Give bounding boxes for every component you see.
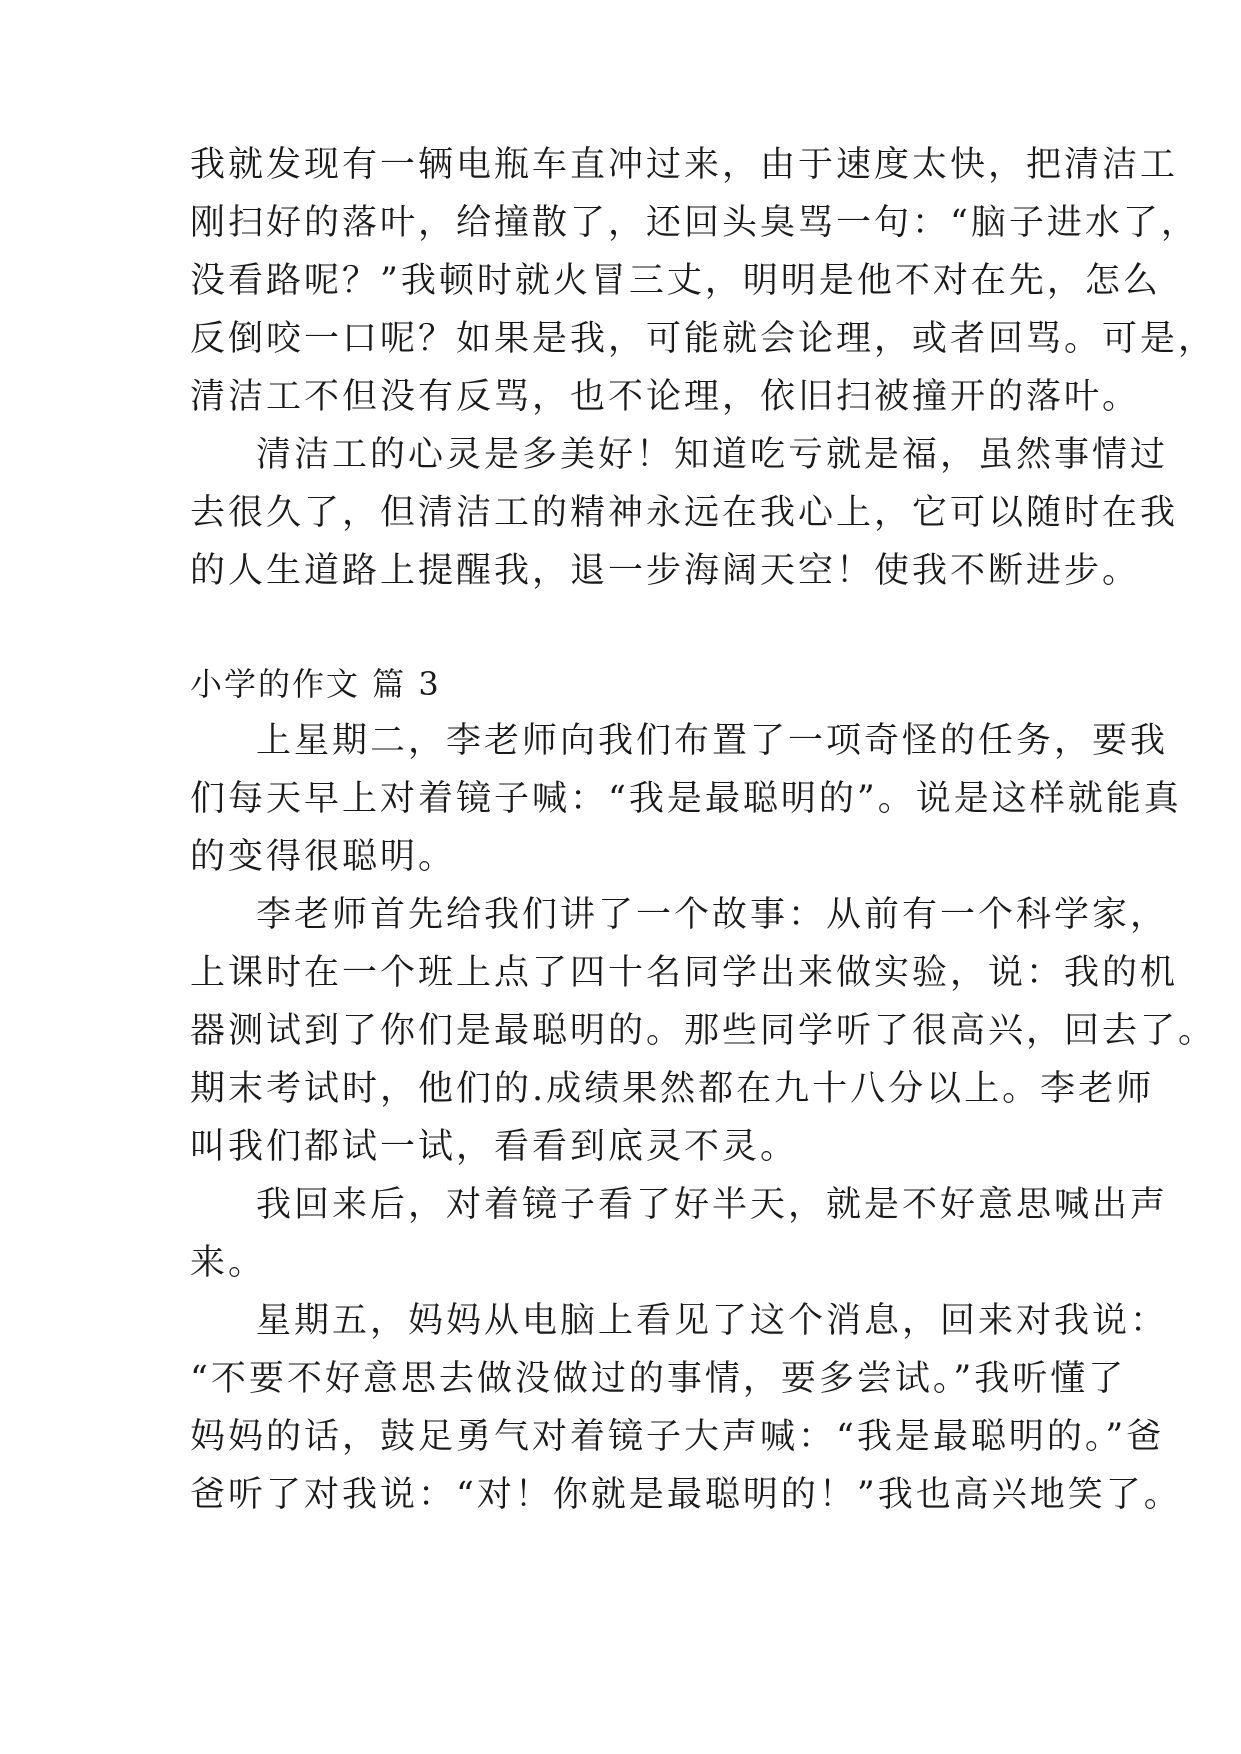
text-line: 没看路呢？”我顿时就火冒三丈，明明是他不对在先，怎么 [190, 261, 1161, 301]
text-line: 李老师首先给我们讲了一个故事：从前有一个科学家， [256, 895, 1169, 935]
text-line: 器测试到了你们是最聪明的。那些同学听了很高兴，回去了。 [190, 1011, 1217, 1051]
text-line: 清洁工的心灵是多美好！知道吃亏就是福，虽然事情过 [256, 435, 1169, 475]
text-line: 期末考试时，他们的.成绩果然都在九十八分以上。李老师 [190, 1069, 1155, 1109]
text-line: “不要不好意思去做没做过的事情，要多尝试。”我听懂了 [190, 1359, 1127, 1399]
text-line: 刚扫好的落叶，给撞散了，还回头臭骂一句：“脑子进水了， [190, 203, 1199, 243]
text-line: 反倒咬一口呢？如果是我，可能就会论理，或者回骂。可是， [190, 319, 1217, 359]
text-line: 去很久了，但清洁工的精神永远在我心上，它可以随时在我 [190, 493, 1179, 533]
section-title: 小学的作文 篇 3 [190, 665, 441, 703]
text-line: 上课时在一个班上点了四十名同学出来做实验，说：我的机 [190, 953, 1179, 993]
text-line: 的变得很聪明。 [190, 837, 457, 877]
text-line: 们每天早上对着镜子喊：“我是最聪明的”。说是这样就能真 [190, 779, 1182, 819]
text-line: 我回来后，对着镜子看了好半天，就是不好意思喊出声 [256, 1185, 1169, 1225]
text-line: 来。 [190, 1243, 267, 1283]
text-line: 妈妈的话，鼓足勇气对着镜子大声喊：“我是最聪明的。”爸 [190, 1417, 1165, 1457]
text-line: 的人生道路上提醒我，退一步海阔天空！使我不断进步。 [190, 551, 1141, 591]
text-line: 上星期二，李老师向我们布置了一项奇怪的任务，要我 [256, 721, 1169, 761]
text-line: 清洁工不但没有反骂，也不论理，依旧扫被撞开的落叶。 [190, 377, 1141, 417]
text-line: 我就发现有一辆电瓶车直冲过来，由于速度太快，把清洁工 [190, 145, 1179, 185]
text-line: 叫我们都试一试，看看到底灵不灵。 [190, 1127, 799, 1167]
text-line: 星期五，妈妈从电脑上看见了这个消息，回来对我说： [256, 1301, 1169, 1341]
text-line: 爸听了对我说：“对！你就是最聪明的！”我也高兴地笑了。 [190, 1475, 1182, 1515]
